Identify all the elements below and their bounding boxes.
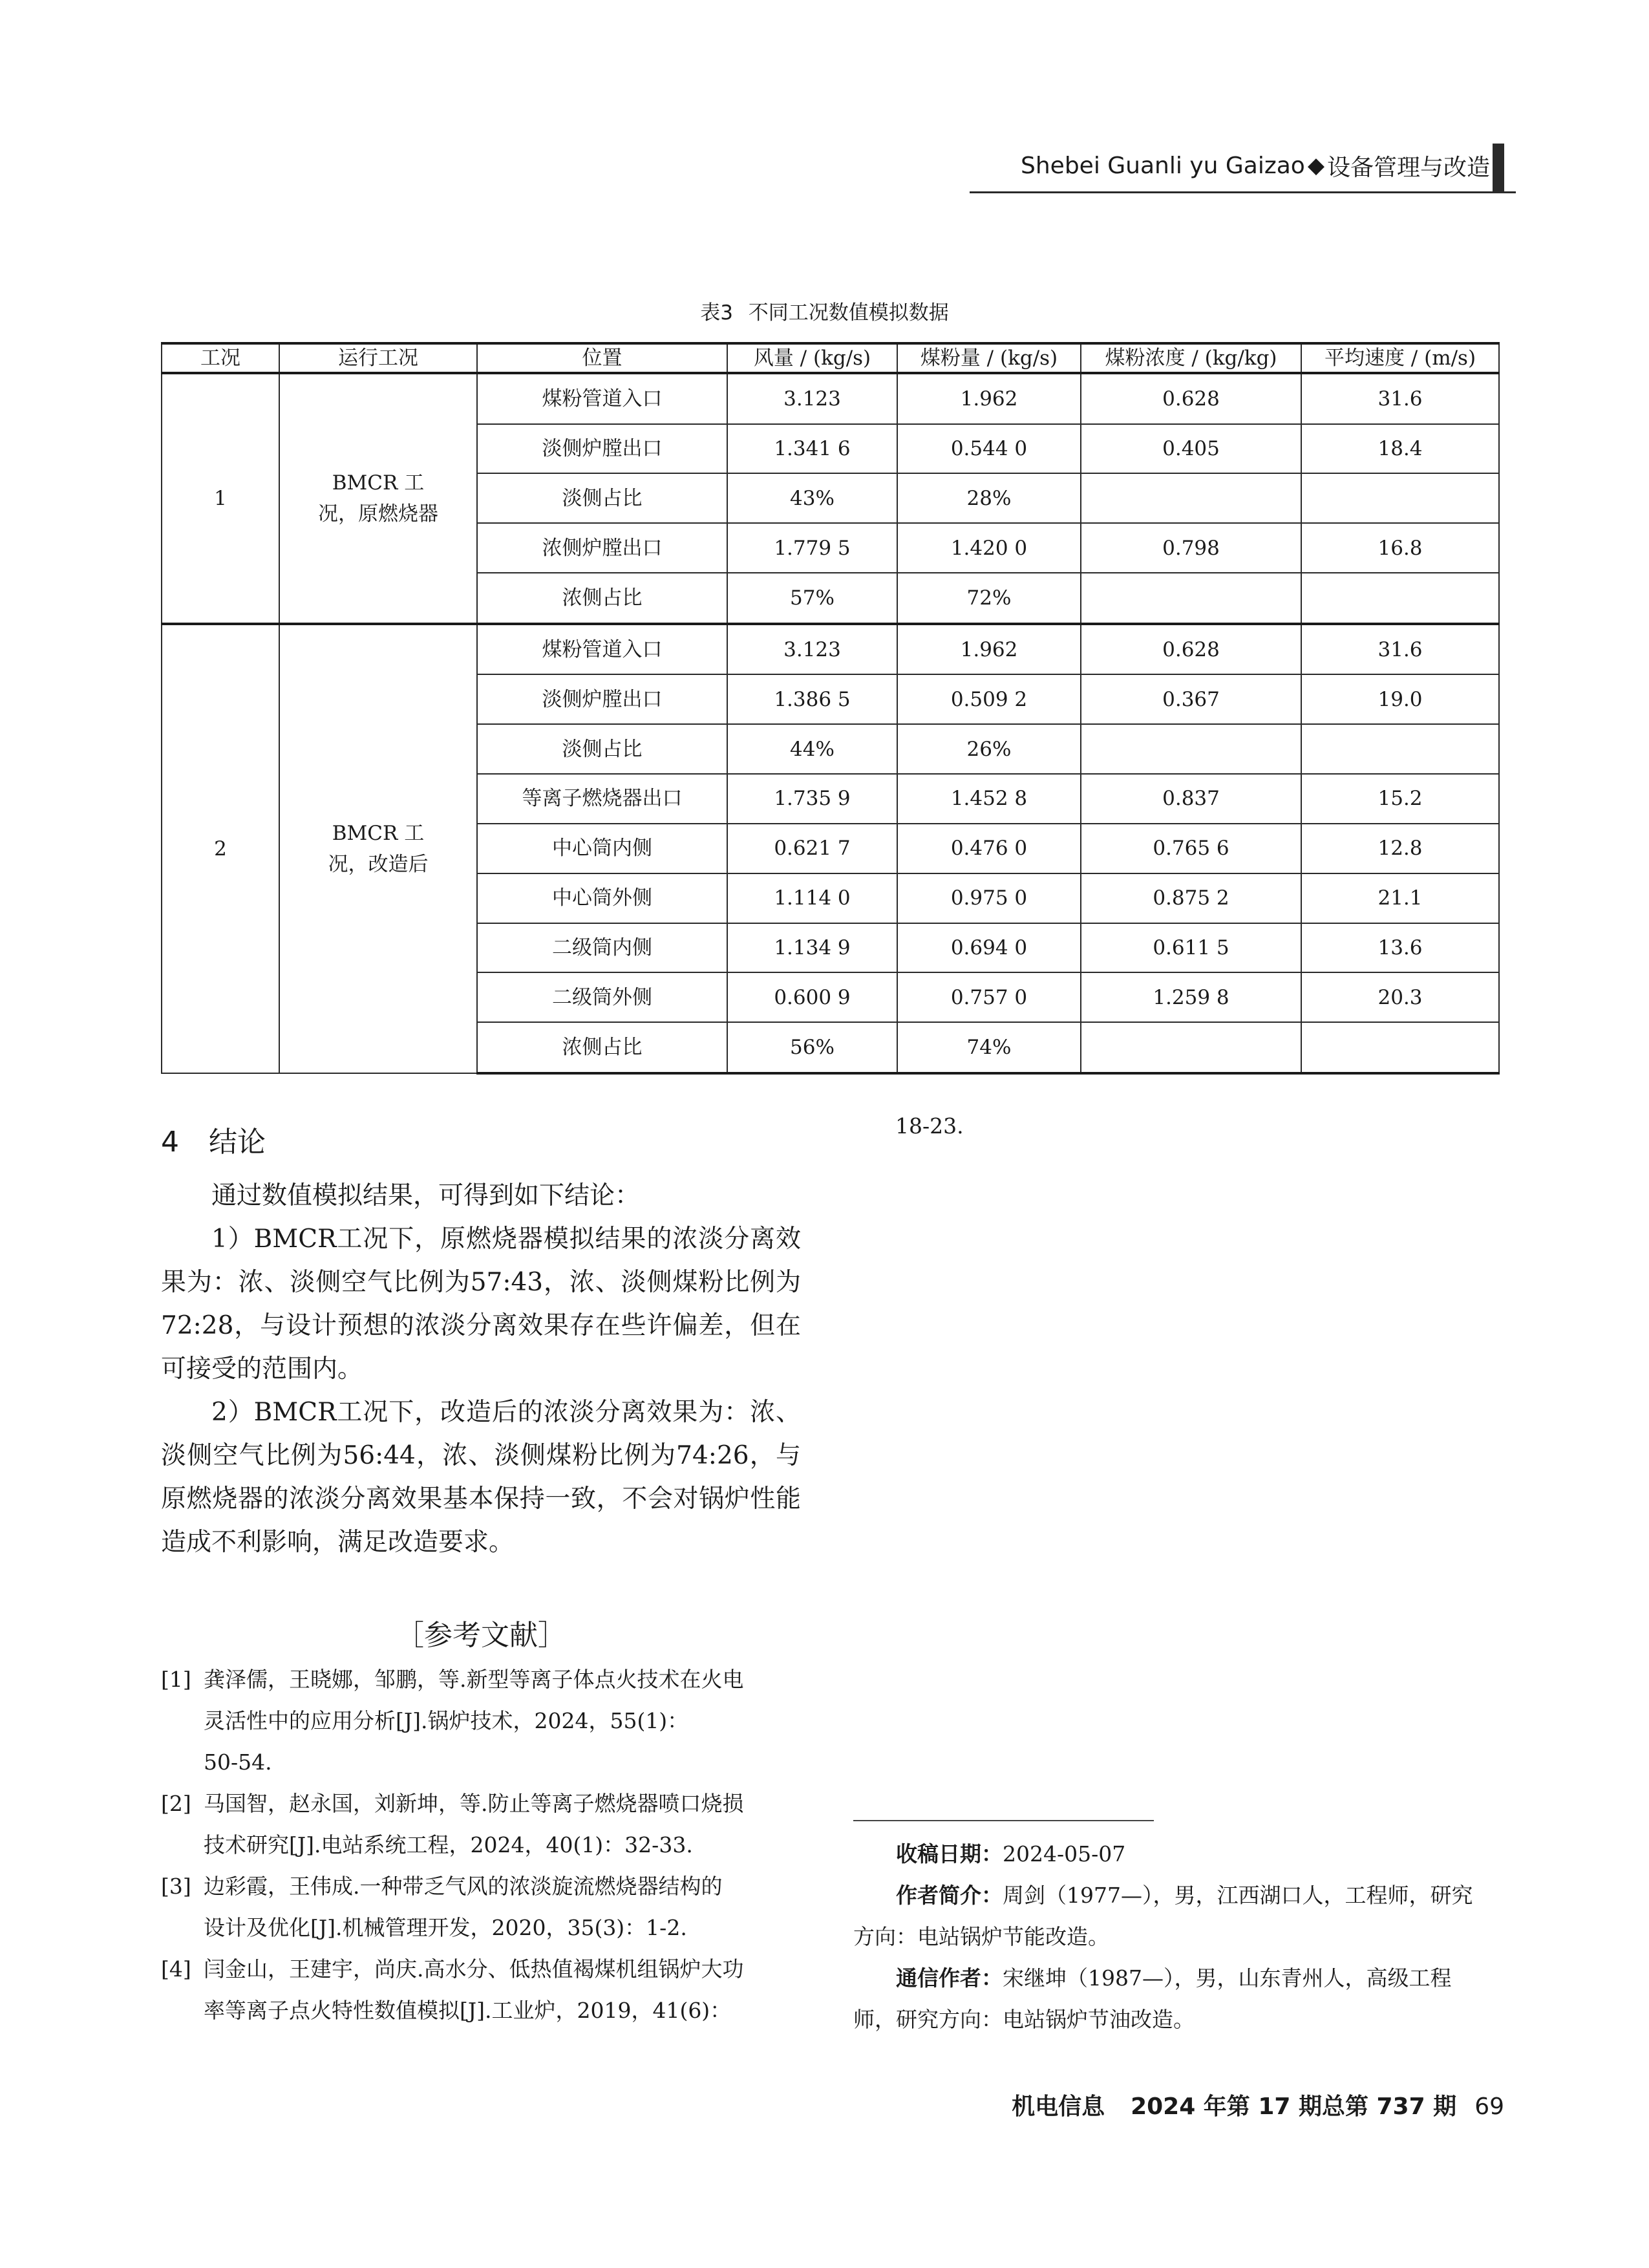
reference-line: 设计及优化[J].机械管理开发，2020，35(3)：1-2.	[204, 1915, 687, 1940]
position-cell: 浓侧占比	[477, 1022, 727, 1073]
conclusion-point-1: 1）BMCR工况下，原燃烧器模拟结果的浓淡分离效果为：浓、淡侧空气比例为57:43，浓、淡侧煤粉比例为72:28，与设计预想的浓淡分离效果存在些许偏差，但在可接受的范围内。	[161, 1225, 801, 1384]
reference-item	[161, 1659, 807, 1783]
coal-flow-cell: 0.509 2	[897, 674, 1081, 724]
position-cell: 中心筒外侧	[477, 873, 727, 923]
reference-line: 边彩霞，王伟成.一种带乏气风的浓淡旋流燃烧器结构的	[204, 1874, 723, 1899]
table-row	[162, 373, 1499, 424]
coal-flow-cell: 0.476 0	[897, 824, 1081, 873]
reference-line: 率等离子点火特性数值模拟[J].工业炉，2019，41(6)：	[204, 1998, 732, 2023]
concentration-cell: 0.875 2	[1081, 873, 1301, 923]
coal-flow-cell: 1.452 8	[897, 774, 1081, 824]
velocity-cell: 12.8	[1301, 824, 1499, 873]
coal-flow-cell: 0.694 0	[897, 923, 1081, 973]
air-flow-cell: 1.341 6	[727, 424, 897, 474]
corresponding-author	[853, 1958, 1498, 1999]
concentration-cell: 0.837	[1081, 774, 1301, 824]
footnote-rule	[853, 1820, 1154, 1821]
journal-name: 机电信息	[1012, 2093, 1105, 2120]
concentration-cell: 0.765 6	[1081, 824, 1301, 873]
position-cell: 等离子燃烧器出口	[477, 774, 727, 824]
page-footer	[1012, 2088, 1504, 2121]
position-cell: 中心筒内侧	[477, 824, 727, 873]
air-flow-cell: 1.386 5	[727, 674, 897, 724]
corresponding-value: 宋继坤（1987—），男，山东青州人，高级工程	[1003, 1965, 1452, 1991]
table-caption: 表3 不同工况数值模拟数据	[700, 301, 949, 325]
conclusion-point-2: 2）BMCR工况下，改造后的浓淡分离效果为：浓、淡侧空气比例为56:44，浓、淡侧煤粉比例为74:26，与原燃烧器的浓淡分离效果基本保持一致，不会对锅炉性能造成不利影响，满足改造要求。	[161, 1398, 801, 1557]
concentration-cell	[1081, 724, 1301, 774]
velocity-cell: 16.8	[1301, 523, 1499, 573]
received-value: 2024-05-07	[1003, 1841, 1126, 1867]
velocity-cell	[1301, 1022, 1499, 1073]
velocity-cell: 20.3	[1301, 972, 1499, 1022]
author-value: 周剑（1977—），男，江西湖口人，工程师，研究	[1003, 1883, 1473, 1908]
coal-flow-cell: 74%	[897, 1022, 1081, 1073]
column-header: 煤粉浓度 / (kg/kg)	[1081, 343, 1301, 373]
velocity-cell	[1301, 573, 1499, 624]
reference-list	[161, 1659, 807, 2031]
condition-cell	[279, 373, 477, 624]
reference-tag: [4]	[161, 1956, 191, 1982]
concentration-cell	[1081, 1022, 1301, 1073]
column-header: 平均速度 / (m/s)	[1301, 343, 1499, 373]
velocity-cell: 31.6	[1301, 624, 1499, 675]
section-number: 4	[161, 1126, 179, 1159]
article-meta	[853, 1834, 1498, 2040]
reference-line: 闫金山，王建宇，尚庆.高水分、低热值褐煤机组锅炉大功	[204, 1956, 744, 1982]
corresponding-author-continued: 师，研究方向：电站锅炉节油改造。	[853, 2007, 1195, 2032]
air-flow-cell: 1.114 0	[727, 873, 897, 923]
diamond-icon: ◆	[1307, 153, 1325, 178]
reference-continuation: 18-23.	[895, 1113, 964, 1139]
section-heading	[161, 1118, 266, 1160]
column-header: 风量 / (kg/s)	[727, 343, 897, 373]
position-cell: 淡侧占比	[477, 473, 727, 523]
coal-flow-cell: 1.962	[897, 373, 1081, 424]
air-flow-cell: 0.621 7	[727, 824, 897, 873]
running-header-column: 设备管理与改造	[1326, 154, 1490, 181]
position-cell: 二级筒内侧	[477, 923, 727, 973]
simulation-data-table	[161, 342, 1500, 1075]
velocity-cell	[1301, 724, 1499, 774]
condition-text: BMCR 工况，改造后	[328, 821, 429, 876]
velocity-cell: 19.0	[1301, 674, 1499, 724]
position-cell: 淡侧炉膛出口	[477, 674, 727, 724]
concentration-cell: 0.405	[1081, 424, 1301, 474]
concentration-cell	[1081, 473, 1301, 523]
coal-flow-cell: 0.757 0	[897, 972, 1081, 1022]
air-flow-cell: 43%	[727, 473, 897, 523]
coal-flow-cell: 26%	[897, 724, 1081, 774]
author-label: 作者简介：	[896, 1883, 1003, 1908]
page-number: 69	[1474, 2093, 1504, 2120]
coal-flow-cell: 0.975 0	[897, 873, 1081, 923]
running-header	[1021, 144, 1516, 187]
case-id-cell: 2	[162, 624, 279, 1073]
column-header: 位置	[477, 343, 727, 373]
author-info	[853, 1875, 1498, 1916]
coal-flow-cell: 1.962	[897, 624, 1081, 675]
reference-item	[161, 1783, 807, 1866]
column-header: 煤粉量 / (kg/s)	[897, 343, 1081, 373]
position-cell: 淡侧炉膛出口	[477, 424, 727, 474]
reference-tag: [1]	[161, 1667, 191, 1692]
air-flow-cell: 56%	[727, 1022, 897, 1073]
position-cell: 煤粉管道入口	[477, 373, 727, 424]
issue-info: 2024 年第 17 期总第 737 期	[1131, 2093, 1457, 2120]
running-header-pinyin: Shebei Guanli yu Gaizao	[1021, 152, 1305, 179]
table-row	[162, 624, 1499, 675]
column-header: 运行工况	[279, 343, 477, 373]
column-header: 工况	[162, 343, 279, 373]
velocity-cell: 21.1	[1301, 873, 1499, 923]
velocity-cell	[1301, 473, 1499, 523]
concentration-cell	[1081, 573, 1301, 624]
reference-line: 马国智，赵永国，刘新坤，等.防止等离子燃烧器喷口烧损	[204, 1791, 744, 1816]
air-flow-cell: 1.134 9	[727, 923, 897, 973]
header-bar-decoration	[1493, 144, 1504, 193]
table-header-row	[162, 343, 1499, 373]
velocity-cell: 31.6	[1301, 373, 1499, 424]
concentration-cell: 0.367	[1081, 674, 1301, 724]
coal-flow-cell: 28%	[897, 473, 1081, 523]
velocity-cell: 13.6	[1301, 923, 1499, 973]
reference-item	[161, 1949, 807, 2031]
case-id-cell: 1	[162, 373, 279, 624]
reference-line: 灵活性中的应用分析[J].锅炉技术，2024，55(1)：	[204, 1708, 689, 1733]
received-date	[853, 1834, 1498, 1875]
air-flow-cell: 57%	[727, 573, 897, 624]
reference-line: 技术研究[J].电站系统工程，2024，40(1)：32-33.	[204, 1832, 693, 1857]
reference-tag: [3]	[161, 1874, 191, 1899]
concentration-cell: 0.611 5	[1081, 923, 1301, 973]
air-flow-cell: 3.123	[727, 624, 897, 675]
velocity-cell: 18.4	[1301, 424, 1499, 474]
condition-text: BMCR 工况，原燃烧器	[318, 471, 438, 526]
header-rule	[970, 191, 1516, 193]
condition-cell	[279, 624, 477, 1073]
author-info-continued: 方向：电站锅炉节能改造。	[853, 1924, 1109, 1949]
reference-item	[161, 1866, 807, 1949]
air-flow-cell: 44%	[727, 724, 897, 774]
air-flow-cell: 3.123	[727, 373, 897, 424]
air-flow-cell: 1.779 5	[727, 523, 897, 573]
velocity-cell: 15.2	[1301, 774, 1499, 824]
position-cell: 浓侧占比	[477, 573, 727, 624]
conclusion-intro: 通过数值模拟结果，可得到如下结论：	[211, 1181, 641, 1210]
concentration-cell: 0.798	[1081, 523, 1301, 573]
position-cell: 浓侧炉膛出口	[477, 523, 727, 573]
air-flow-cell: 1.735 9	[727, 774, 897, 824]
corresponding-label: 通信作者：	[896, 1965, 1003, 1991]
section-title: 结论	[209, 1126, 266, 1159]
references-heading: ［参考文献］	[396, 1619, 566, 1652]
reference-line: 50-54.	[204, 1749, 272, 1775]
concentration-cell: 1.259 8	[1081, 972, 1301, 1022]
position-cell: 煤粉管道入口	[477, 624, 727, 675]
concentration-cell: 0.628	[1081, 624, 1301, 675]
coal-flow-cell: 72%	[897, 573, 1081, 624]
received-label: 收稿日期：	[896, 1841, 1003, 1867]
position-cell: 淡侧占比	[477, 724, 727, 774]
position-cell: 二级筒外侧	[477, 972, 727, 1022]
concentration-cell: 0.628	[1081, 373, 1301, 424]
reference-tag: [2]	[161, 1791, 191, 1816]
coal-flow-cell: 1.420 0	[897, 523, 1081, 573]
air-flow-cell: 0.600 9	[727, 972, 897, 1022]
reference-line: 龚泽儒，王晓娜，邹鹏，等.新型等离子体点火技术在火电	[204, 1667, 744, 1692]
coal-flow-cell: 0.544 0	[897, 424, 1081, 474]
